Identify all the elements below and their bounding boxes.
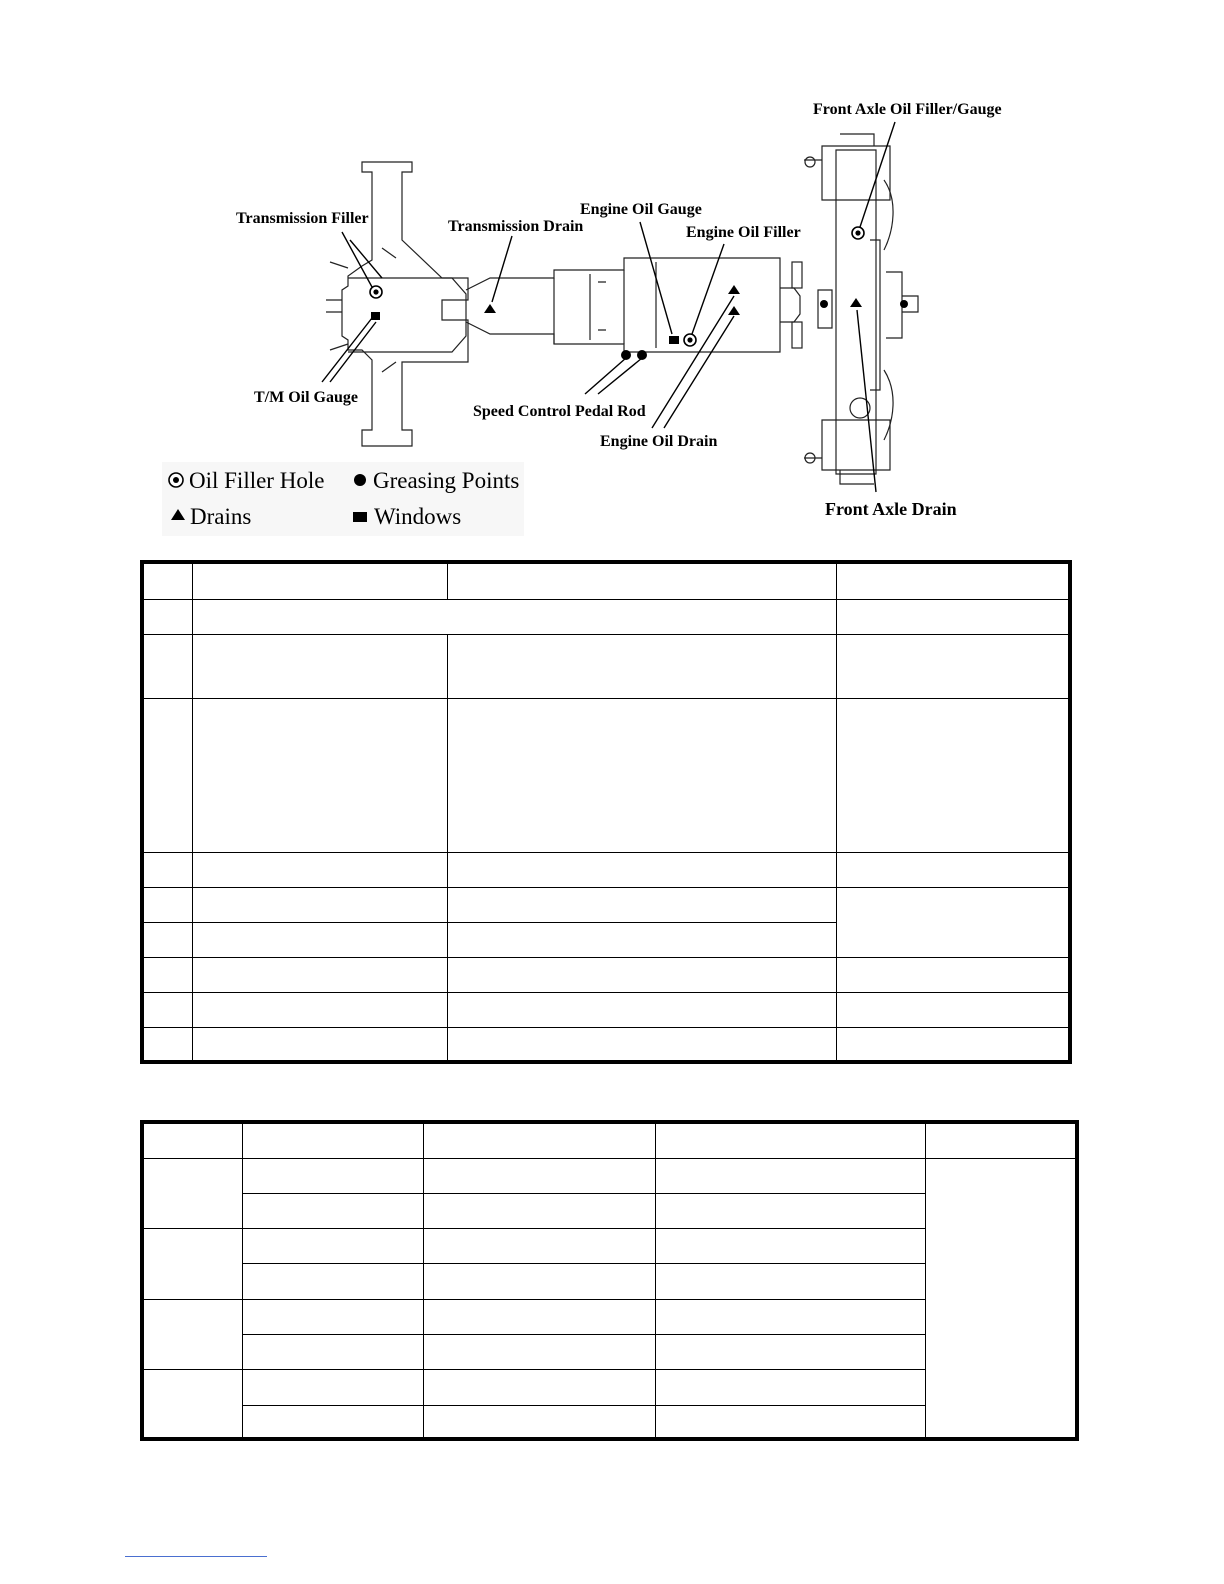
table-cell — [142, 992, 192, 1027]
table-cell — [447, 562, 836, 599]
table-cell — [242, 1228, 423, 1263]
table-cell — [142, 1299, 242, 1369]
maintenance-table-1 — [140, 560, 1072, 1064]
table-row — [142, 1158, 1077, 1193]
leader-transmission-drain — [492, 236, 512, 302]
table-cell — [142, 634, 192, 698]
label-engine-oil-filler: Engine Oil Filler — [686, 224, 801, 241]
table-cell — [655, 1405, 925, 1439]
marker-greasing-point-4 — [900, 300, 908, 308]
leader-front-axle-drain — [857, 310, 876, 492]
table-cell — [836, 992, 1070, 1027]
label-front-axle-drain: Front Axle Drain — [825, 499, 957, 519]
table-cell — [242, 1263, 423, 1299]
table-cell — [655, 1158, 925, 1193]
table-cell — [836, 599, 1070, 634]
table-cell — [142, 1228, 242, 1299]
table-cell — [242, 1122, 423, 1158]
table-cell — [655, 1299, 925, 1334]
table-row — [142, 992, 1070, 1027]
table-cell — [242, 1405, 423, 1439]
legend-greasing-points: Greasing Points — [373, 468, 520, 493]
table-cell — [836, 634, 1070, 698]
maintenance-table-2 — [140, 1120, 1079, 1441]
marker-greasing-point-3 — [820, 300, 828, 308]
table-cell — [925, 1158, 1077, 1439]
table-cell — [423, 1193, 655, 1228]
table-cell — [142, 599, 192, 634]
table-cell — [142, 957, 192, 992]
table-cell — [423, 1405, 655, 1439]
table-cell — [655, 1193, 925, 1228]
table-cell — [836, 852, 1070, 887]
table-cell — [142, 1369, 242, 1439]
table-cell — [447, 992, 836, 1027]
marker-tm-oil-gauge-window — [371, 312, 380, 320]
table-cell — [655, 1228, 925, 1263]
table-cell — [192, 957, 447, 992]
table-cell — [423, 1334, 655, 1369]
table-cell — [423, 1299, 655, 1334]
table-row — [142, 634, 1070, 698]
leader-speed-control-pedal-rod — [585, 358, 642, 394]
table-row — [142, 957, 1070, 992]
table-cell — [142, 698, 192, 852]
lubrication-points-diagram — [0, 0, 1224, 560]
table-cell — [142, 1122, 242, 1158]
table-row — [142, 562, 1070, 599]
marker-engine-oil-gauge-window — [669, 336, 679, 344]
table-cell — [192, 887, 447, 922]
table-cell — [242, 1193, 423, 1228]
table-cell — [142, 887, 192, 922]
table-row — [142, 1122, 1077, 1158]
table-cell — [192, 992, 447, 1027]
marker-engine-oil-drain-2 — [728, 306, 740, 315]
table-row — [142, 698, 1070, 852]
table-cell — [423, 1158, 655, 1193]
window-square-icon — [353, 512, 367, 522]
table-cell — [836, 698, 1070, 852]
legend-windows: Windows — [374, 504, 462, 529]
table-cell — [192, 852, 447, 887]
legend-oil-filler-hole: Oil Filler Hole — [189, 468, 325, 493]
legend-drains: Drains — [190, 504, 252, 529]
label-transmission-drain: Transmission Drain — [448, 218, 584, 235]
label-transmission-filler: Transmission Filler — [236, 210, 369, 227]
table-cell — [142, 922, 192, 957]
table-cell — [655, 1369, 925, 1405]
marker-transmission-filler — [370, 286, 382, 298]
table-cell — [836, 562, 1070, 599]
transmission-case-outline — [466, 258, 802, 352]
table-cell — [142, 1158, 242, 1228]
marker-transmission-drain — [484, 304, 496, 313]
table-cell — [836, 887, 1070, 957]
table-cell — [192, 599, 836, 634]
table-cell — [447, 852, 836, 887]
legend — [162, 462, 524, 536]
leader-engine-oil-drain — [652, 296, 734, 428]
table-cell — [142, 852, 192, 887]
table-row — [142, 599, 1070, 634]
front-axle-outline — [804, 134, 918, 484]
oil-filler-hole-icon — [169, 473, 183, 487]
table-cell — [142, 1027, 192, 1062]
table-row — [142, 852, 1070, 887]
table-cell — [925, 1122, 1077, 1158]
table-cell — [242, 1158, 423, 1193]
table-cell — [423, 1369, 655, 1405]
table-cell — [192, 1027, 447, 1062]
table-cell — [447, 922, 836, 957]
label-engine-oil-gauge: Engine Oil Gauge — [580, 201, 702, 218]
label-speed-control-pedal-rod: Speed Control Pedal Rod — [473, 403, 646, 420]
table-cell — [192, 922, 447, 957]
table-cell — [447, 634, 836, 698]
footnote-divider — [125, 1556, 267, 1557]
table-cell — [142, 562, 192, 599]
table-row — [142, 887, 1070, 922]
table-cell — [836, 957, 1070, 992]
label-engine-oil-drain: Engine Oil Drain — [600, 433, 718, 450]
marker-front-axle-drain — [850, 298, 862, 307]
table-cell — [192, 634, 447, 698]
table-cell — [242, 1299, 423, 1334]
table-cell — [447, 698, 836, 852]
table-cell — [655, 1263, 925, 1299]
marker-engine-oil-filler — [684, 334, 696, 346]
table-cell — [447, 887, 836, 922]
table-cell — [242, 1334, 423, 1369]
table-row — [142, 1027, 1070, 1062]
table-cell — [423, 1263, 655, 1299]
greasing-point-icon — [354, 474, 366, 486]
label-tm-oil-gauge: T/M Oil Gauge — [254, 389, 358, 406]
table-cell — [836, 1027, 1070, 1062]
marker-engine-oil-drain-1 — [728, 285, 740, 294]
label-front-axle-oil-filler-gauge: Front Axle Oil Filler/Gauge — [813, 101, 1002, 118]
table-cell — [447, 957, 836, 992]
table-cell — [655, 1334, 925, 1369]
table-cell — [242, 1369, 423, 1405]
table-cell — [655, 1122, 925, 1158]
table-cell — [447, 1027, 836, 1062]
table-cell — [192, 562, 447, 599]
table-cell — [423, 1122, 655, 1158]
table-cell — [423, 1228, 655, 1263]
marker-front-axle-filler — [852, 227, 864, 239]
table-cell — [192, 698, 447, 852]
